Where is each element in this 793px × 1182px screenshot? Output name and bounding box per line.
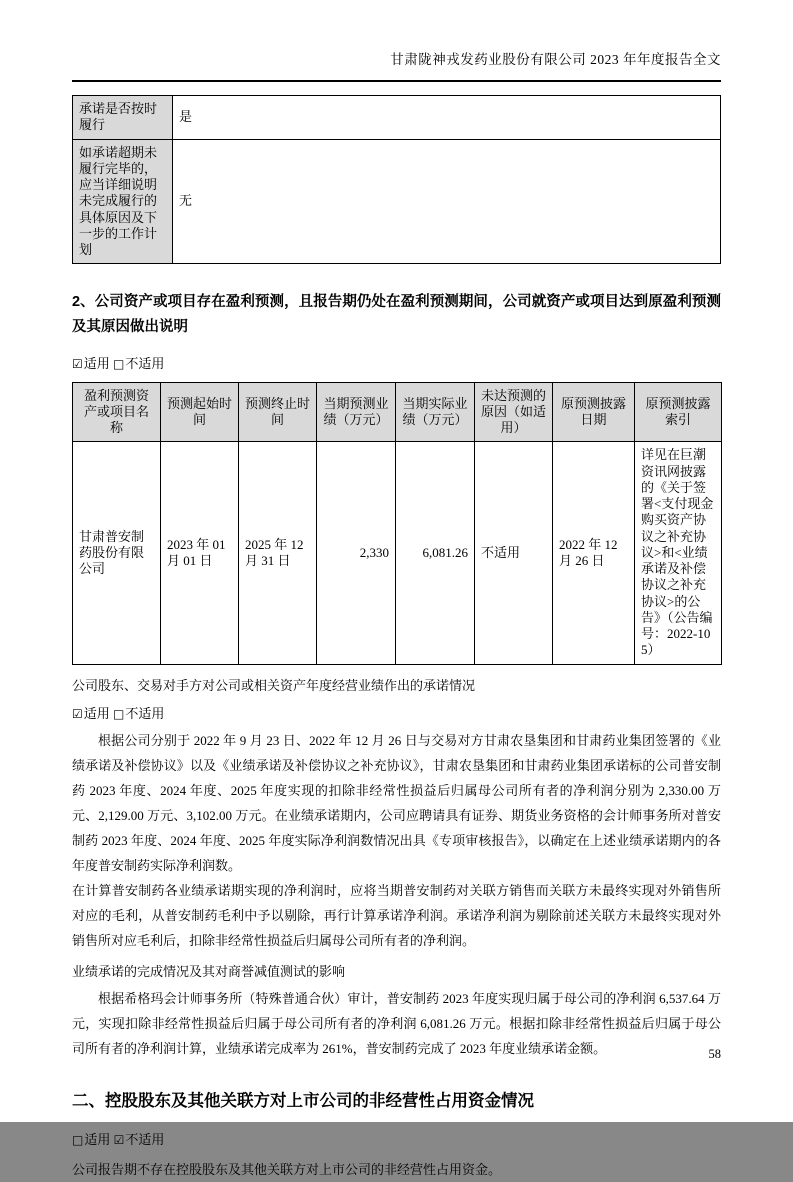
- paragraph-commitment-completion: 根据希格玛会计师事务所（特殊普通合伙）审计，普安制药 2023 年度实现归属于母公司的净利润 6,537.64 万元，实现扣除非经常性损益后归属于母公司所有者的净利润 6,081.26 万元。根据扣除非经常性损益后归属于母公司所有者的净利润计算，业绩承诺完成率为 261%，普安制药完成了 2023 年度业绩承诺金额。: [72, 990, 721, 1056]
- checkbox-checked-icon: ☑: [72, 356, 83, 371]
- commitment-row-label: 如承诺超期未履行完毕的，应当详细说明未完成履行的具体原因及下一步的工作计划: [73, 139, 173, 264]
- cell-disclosure-index: 详见在巨潮资讯网披露的《关于签署<支付现金购买资产协议之补充协议>和<业绩承诺及补偿协议之补充协议>的公告》（公告编号：2022-105）: [635, 442, 722, 664]
- cell-actual-value: 6,081.26: [396, 442, 475, 664]
- report-header-title: 甘肃陇神戎发药业股份有限公司 2023 年年度报告全文: [390, 52, 721, 67]
- not-applicable-label: 不适用: [125, 355, 165, 371]
- page-number: 58: [708, 1047, 721, 1061]
- col-header-forecast-value: 当期预测业绩（万元）: [317, 382, 396, 442]
- col-header-disclosure-date: 原预测披露日期: [553, 382, 635, 442]
- table-row: [73, 139, 721, 264]
- commitment-row-value: 是: [173, 96, 721, 140]
- col-header-end-date: 预测终止时间: [239, 382, 317, 442]
- not-applicable-label: 不适用: [125, 1132, 165, 1148]
- commitment-status-table: [72, 95, 721, 264]
- commitment-statement-lead: 公司股东、交易对手方对公司或相关资产年度经营业绩作出的承诺情况: [72, 677, 476, 693]
- cell-start-date: 2023 年 01 月 01 日: [161, 442, 239, 664]
- cell-end-date: 2025 年 12 月 31 日: [239, 442, 317, 664]
- col-header-actual-value: 当期实际业绩（万元）: [396, 382, 475, 442]
- cell-disclosure-date: 2022 年 12 月 26 日: [553, 442, 635, 664]
- table-row: [73, 442, 722, 664]
- col-header-disclosure-index: 原预测披露索引: [635, 382, 722, 442]
- col-header-start-date: 预测起始时间: [161, 382, 239, 442]
- col-header-miss-reason: 未达预测的原因（如适用）: [475, 382, 553, 442]
- checkbox-checked-icon: ☑: [113, 1133, 125, 1148]
- commitment-row-value: 无: [173, 139, 721, 264]
- cell-asset-name: 甘肃普安制药股份有限公司: [73, 442, 161, 664]
- checkbox-unchecked-icon: □: [113, 356, 125, 371]
- goodwill-impairment-line: 业绩承诺的完成情况及其对商誉减值测试的影响: [72, 963, 346, 979]
- table-header-row: [73, 382, 722, 442]
- checkbox-unchecked-icon: □: [72, 1133, 84, 1148]
- profit-forecast-table: [72, 382, 722, 665]
- section-heading-non-operating-funds: 二、控股股东及其他关联方对上市公司的非经营性占用资金情况: [72, 1091, 534, 1110]
- table-row: [73, 96, 721, 140]
- checkbox-unchecked-icon: □: [113, 706, 125, 721]
- applicability-line-commitment: [72, 703, 721, 722]
- section-two-body: 公司报告期不存在控股股东及其他关联方对上市公司的非经营性占用资金。: [72, 1162, 502, 1178]
- applicability-line-section-two: [72, 1129, 721, 1148]
- header-rule: [72, 80, 721, 82]
- applicable-label: 适用: [83, 705, 110, 721]
- paragraph-net-profit-calculation: 在计算普安制药各业绩承诺期实现的净利润时，应将当期普安制药对关联方销售而关联方未最终实现对外销售所对应的毛利，从普安制药毛利中予以剔除，再行计算承诺净利润。承诺净利润为剔除前述关联方未最终实现对外销售所对应毛利后，扣除非经常性损益后归属母公司所有者的净利润。: [72, 882, 721, 948]
- not-applicable-label: 不适用: [125, 705, 165, 721]
- section-heading-profit-forecast: 2、公司资产或项目存在盈利预测，且报告期仍处在盈利预测期间，公司就资产或项目达到原盈利预测及其原因做出说明: [72, 294, 721, 335]
- col-header-asset-name: 盈利预测资产或项目名称: [73, 382, 161, 442]
- paragraph-performance-commitment: 根据公司分别于 2022 年 9 月 23 日、2022 年 12 月 26 日与交易对方甘肃农垦集团和甘肃药业集团签署的《业绩承诺及补偿协议》以及《业绩承诺及补偿协议之补充协议》，甘肃农垦集团和甘肃药业集团承诺标的公司普安制药 2023 年度、2024 年度、2025 年度实现的扣除非经常性损益后归属母公司所有者的净利润分别为 2,330.00 万元、2,129.00 万元、3,102.00 万元。在业绩承诺期内，公司应聘请具有证券、期货业务资格的会计师事务所对普安制药 2023 年度、2024 年度、2025 年度实际净利润数情况出具《专项审核报告》，以确定在上述业绩承诺期内的各年度普安制药实际净利润数。: [72, 732, 721, 873]
- cell-miss-reason: 不适用: [475, 442, 553, 664]
- commitment-row-label: 承诺是否按时履行: [73, 96, 173, 140]
- checkbox-checked-icon: ☑: [72, 706, 83, 721]
- applicable-label: 适用: [84, 1132, 111, 1148]
- applicability-line-profit-forecast: [72, 353, 721, 372]
- cell-forecast-value: 2,330: [317, 442, 396, 664]
- applicable-label: 适用: [83, 355, 110, 371]
